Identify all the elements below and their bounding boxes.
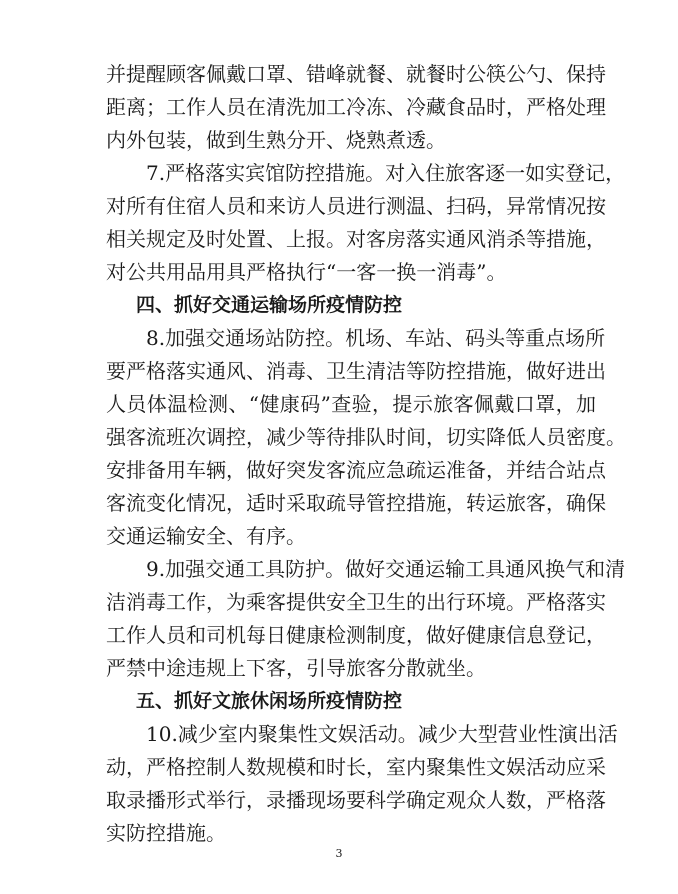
page-number: 3: [335, 847, 343, 860]
text-line: 取录播形式举行，录播现场要科学确定观众人数，严格落: [106, 788, 606, 812]
text-line: 并提醒顾客佩戴口罩、错峰就餐、就餐时公筷公勺、保持: [106, 62, 606, 86]
section-heading: 五、抓好文旅休闲场所疫情防控: [136, 690, 403, 712]
section-heading: 四、抓好交通运输场所疫情防控: [136, 294, 403, 316]
text-line: 交通运输安全、有序。: [106, 524, 306, 548]
text-line: 相关规定及时处置、上报。对客房落实通风消杀等措施，: [106, 227, 606, 251]
text-line: 实防控措施。: [106, 821, 226, 845]
text-line: 工作人员和司机每日健康检测制度，做好健康信息登记，: [106, 623, 606, 647]
text-line: 客流变化情况，适时采取疏导管控措施，转运旅客，确保: [106, 491, 606, 515]
text-line: 10.减少室内聚集性文娱活动。减少大型营业性演出活: [146, 722, 618, 746]
text-line: 距离；工作人员在清洗加工冷冻、冷藏食品时，严格处理: [106, 95, 606, 119]
text-line: 强客流班次调控，减少等待排队时间，切实降低人员密度。: [106, 425, 626, 449]
text-line: 动，严格控制人数规模和时长，室内聚集性文娱活动应采: [106, 755, 606, 779]
text-line: 安排备用车辆，做好突发客流应急疏运准备，并结合站点: [106, 458, 606, 482]
text-line: 对所有住宿人员和来访人员进行测温、扫码，异常情况按: [106, 194, 606, 218]
text-line: 洁消毒工作，为乘客提供安全卫生的出行环境。严格落实: [106, 590, 606, 614]
text-line: 内外包装，做到生熟分开、烧熟煮透。: [106, 128, 446, 152]
text-line: 9.加强交通工具防护。做好交通运输工具通风换气和清: [146, 557, 626, 581]
text-line: 要严格落实通风、消毒、卫生清洁等防控措施，做好进出: [106, 359, 606, 383]
text-line: 严禁中途违规上下客，引导旅客分散就坐。: [106, 656, 486, 680]
text-line: 8.加强交通场站防控。机场、车站、码头等重点场所: [146, 326, 606, 350]
text-line: 7.严格落实宾馆防控措施。对入住旅客逐一如实登记，: [146, 161, 626, 185]
text-line: 对公共用品用具严格执行“一客一换一消毒”。: [106, 260, 507, 284]
text-line: 人员体温检测、“健康码”查验，提示旅客佩戴口罩，加: [106, 392, 596, 416]
